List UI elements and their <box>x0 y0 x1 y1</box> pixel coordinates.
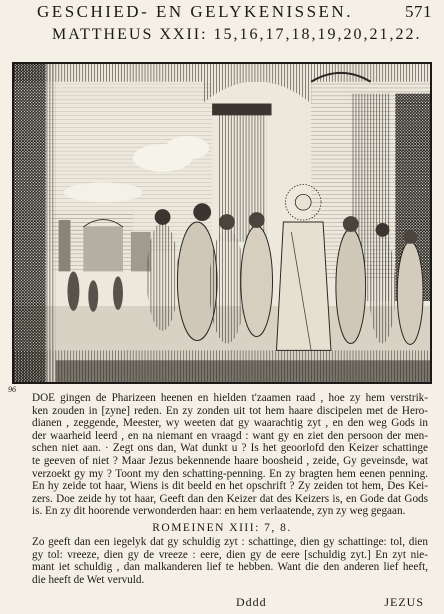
text-line: gy tol: vreeze, dien gy de vreeze : eere, dien gy de eere [schuldig zyt.] En zyt nie- <box>32 548 428 561</box>
main-scripture-text <box>32 392 428 518</box>
catchword: JEZUS <box>384 595 424 609</box>
text-line: te geeven of niet ? Maar Jezus bekennende haare boosheid , zeide, Gy geveinsde, wat <box>32 454 428 467</box>
text-line: ken zouden in [zyne] reden. En zy zonden uit tot hem haare discipelen met de Hero- <box>32 404 428 417</box>
text-line: schen niet aan. · Zegt ons dan, Wat dunkt u ? Is het geoorlofd den Keizer schattinge <box>32 442 428 455</box>
signature-mark: Dddd <box>236 595 267 609</box>
secondary-reference-heading: ROMEINEN XIII: 7, 8. <box>152 522 292 534</box>
text-line: is. En zy dit hoorende verwonderden haar: en hem verlaatende, zyn zy weg gegaan. <box>32 505 406 518</box>
secondary-scripture-text <box>32 536 428 586</box>
text-line: der waarheid leerd , en na niemant en vraagd : want gy en ziet den persoon der men- <box>32 429 428 442</box>
text-line: DOE gingen de Pharizeen heenen en hielden t'zaamen raad , hoe zy hem verstrik- <box>32 392 428 404</box>
engraving-scene <box>14 64 430 382</box>
text-line: zers. Doe zeide hy tot haar, Geeft dan den Keizer dat des Keizers is, en Gode dat Gods <box>32 492 428 505</box>
text-line: verzoekt gy my ? Toont my den schatting-penning. En zy bragten hem eenen penning. <box>32 467 428 480</box>
text-line: Zo geeft dan een iegelyk dat gy schuldig zyt : schattinge, dien gy schattinge: tol, dien <box>32 536 428 548</box>
text-line: die heeft de Wet vervuld. <box>32 573 145 586</box>
scripture-reference: MATTHEUS XXII: 15,16,17,18,19,20,21,22. <box>52 26 422 43</box>
text-line: dianen , zeggende, Meester, wy weeten dat gy waarachtig zyt , en den weg Gods in <box>32 417 428 430</box>
page-number: 571 <box>405 2 432 21</box>
engraving-illustration <box>12 62 432 384</box>
running-title: GESCHIED- EN GELYKENISSEN. <box>37 2 353 21</box>
plate-number: 96 <box>8 385 16 394</box>
text-line: mant iet schuldig , dan malkanderen lief te hebben. Want die den anderen lief heeft, <box>32 561 428 574</box>
text-line: En hy zeide tot haar, Wiens is dit beeld en het opschrift ? Zy zeiden tot hem, Des Kei- <box>32 480 428 493</box>
